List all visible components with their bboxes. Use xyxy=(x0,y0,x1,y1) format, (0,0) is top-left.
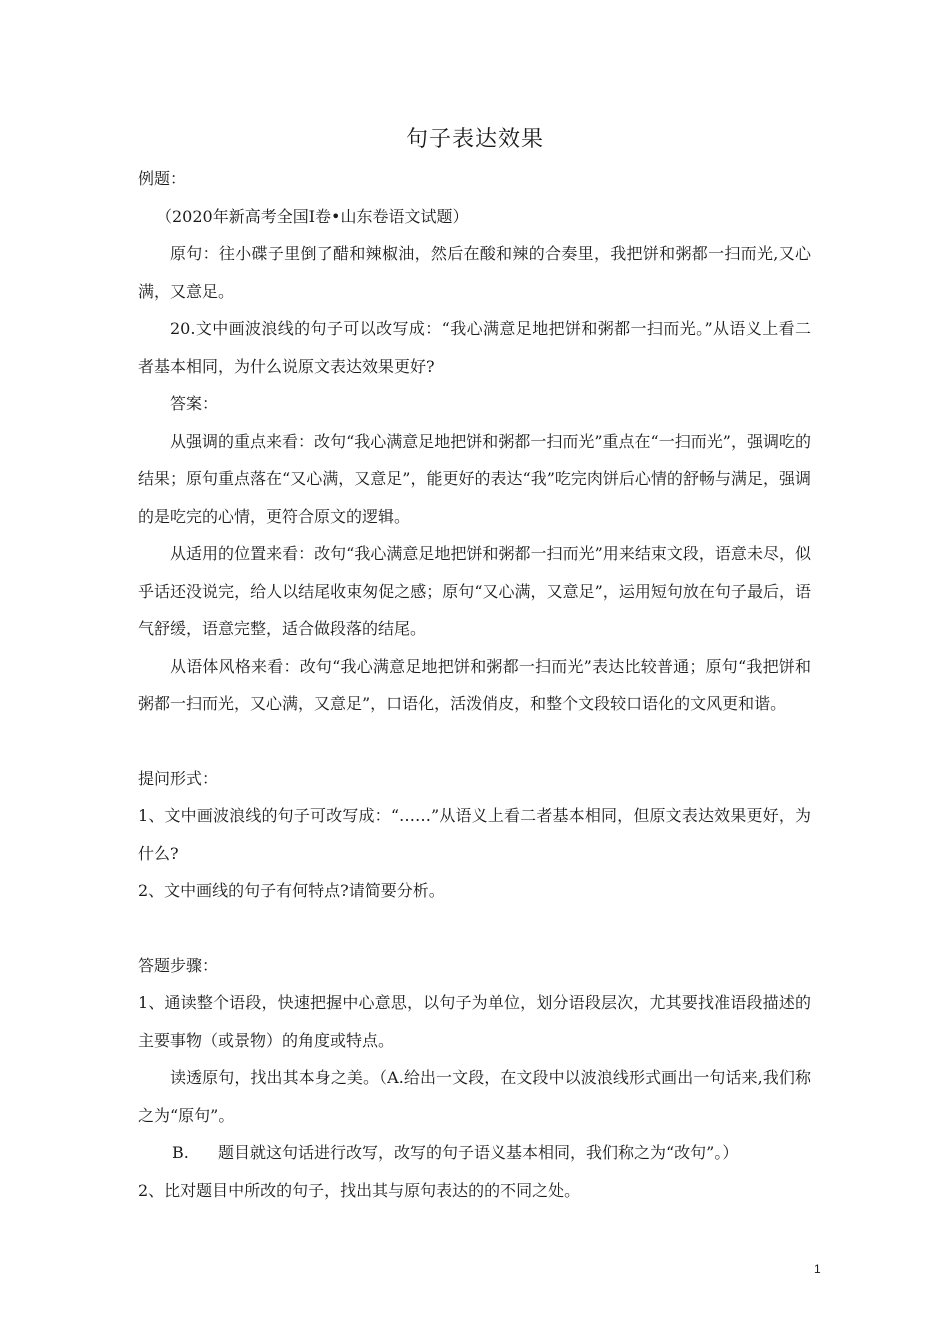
question-form-item: 1、文中画波浪线的句子可改写成：“……”从语义上看二者基本相同，但原文表达效果更好，为什么? xyxy=(138,806,811,863)
answer-paragraph: 从适用的位置来看：改句“我心满意足地把饼和粥都一扫而光”用来结束文段，语意未尽，似乎话还没说完，给人以结尾收束匆促之感；原句“又心满，又意足”，运用短句放在句子最后，语气舒缓，语意完整，适合做段落的结尾。 xyxy=(138,544,811,638)
step-note-b xyxy=(138,1134,811,1172)
page-number: 1 xyxy=(814,1262,821,1276)
answer-paragraph: 从强调的重点来看：改句“我心满意足地把饼和粥都一扫而光”重点在“一扫而光”，强调吃的结果；原句重点落在“又心满，又意足”，能更好的表达“我”吃完肉饼后心情的舒畅与满足，强调的是吃完的心情，更符合原文的逻辑。 xyxy=(138,431,811,526)
example-original-sentence: 原句：往小碟子里倒了醋和辣椒油，然后在酸和辣的合奏里，我把饼和粥都一扫而光,又心满，又意足。 xyxy=(138,244,811,301)
example-source: （2020年新高考全国Ⅰ卷•山东卷语文试题） xyxy=(156,206,469,226)
page-title: 句子表达效果 xyxy=(405,127,544,152)
example-question: 20.文中画波浪线的句子可以改写成：“我心满意足地把饼和粥都一扫而光。”从语义上看二者基本相同，为什么说原文表达效果更好? xyxy=(138,319,811,376)
step-note-b-text: 题目就这句话进行改写，改写的句子语义基本相同，我们称之为“改句”。） xyxy=(218,1143,739,1162)
answer-label: 答案： xyxy=(170,394,219,413)
question-form-item: 2、文中画线的句子有何特点?请简要分析。 xyxy=(138,881,445,900)
example-heading: 例题： xyxy=(138,169,187,188)
step-note: 读透原句，找出其本身之美。（A.给出一文段，在文段中以波浪线形式画出一句话来,我们称之为“原句”。 xyxy=(138,1068,811,1125)
step-item: 1、通读整个语段，快速把握中心意思，以句子为单位，划分语段层次，尤其要找准语段描述的主要事物（或景物）的角度或特点。 xyxy=(138,993,811,1050)
steps-heading: 答题步骤： xyxy=(138,955,219,975)
document-body xyxy=(138,160,811,1209)
section-spacer xyxy=(138,723,811,760)
answer-paragraph: 从语体风格来看：改句“我心满意足地把饼和粥都一扫而光”表达比较普通；原句“我把饼和粥都一扫而光，又心满，又意足”，口语化，活泼俏皮，和整个文段较口语化的文风更和谐。 xyxy=(138,656,811,713)
section-spacer xyxy=(138,910,811,947)
step-item: 2、比对题目中所改的句子，找出其与原句表达的的不同之处。 xyxy=(138,1180,581,1200)
question-forms-heading: 提问形式： xyxy=(138,768,219,788)
step-note-b-label: B. xyxy=(172,1143,189,1162)
